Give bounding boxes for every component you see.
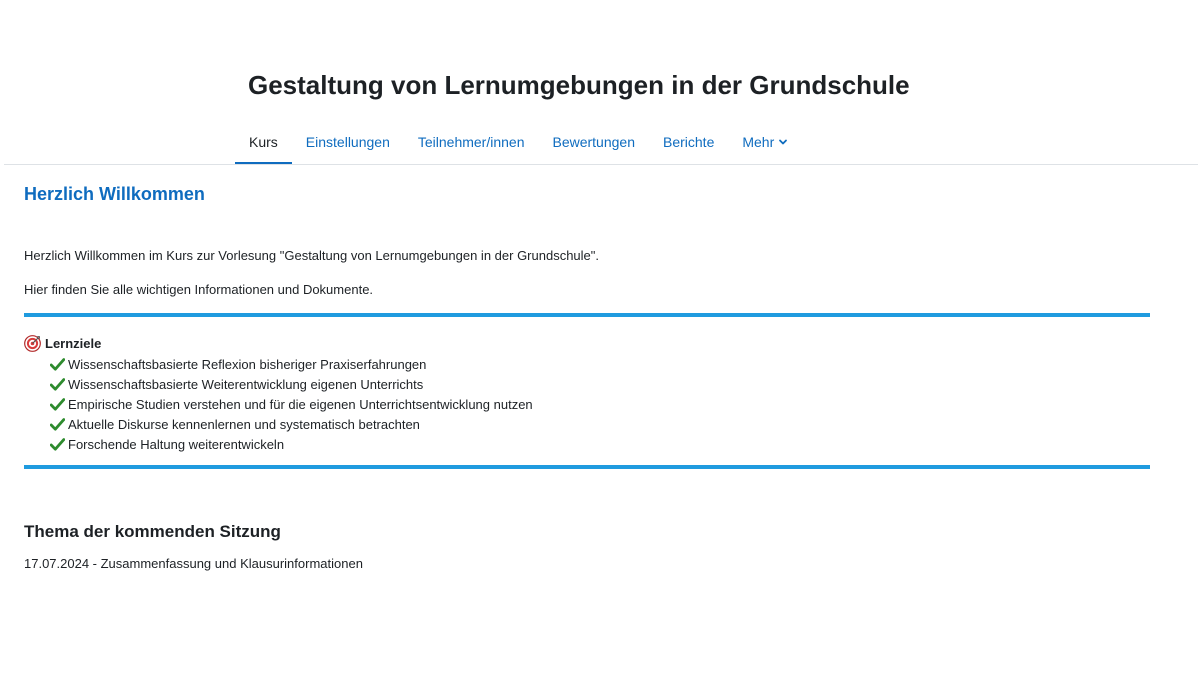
header-divider [4, 164, 1198, 165]
course-title: Gestaltung von Lernumgebungen in der Grundschule [248, 70, 910, 100]
list-item-text: Forschende Haltung weiterentwickeln [68, 436, 285, 452]
info-paragraph: Hier finden Sie alle wichtigen Informationen und Dokumente. [24, 282, 374, 297]
nav-tab-label: Einstellungen [305, 133, 390, 150]
list-item-text: Wissenschaftsbasierte Reflexion bisheriger Praxiserfahrungen [68, 357, 427, 373]
next-session-text: 17.07.2024 - Zusammenfassung und Klausurinformationen [24, 556, 363, 571]
course-header [0, 0, 1200, 165]
list-item-text: Aktuelle Diskurse kennenlernen und systematisch betrachten [68, 416, 420, 432]
nav-tab-label: Bewertungen [552, 133, 635, 150]
learning-goals-list [50, 355, 533, 454]
nav-tab-label: Teilnehmer/innen [417, 133, 525, 150]
chevron-down-icon [778, 137, 788, 147]
nav-more-dropdown[interactable] [728, 118, 802, 165]
checkmark-icon [50, 438, 65, 451]
nav-tab-label: Kurs [249, 133, 278, 150]
list-item-text: Empirische Studien verstehen und für die eigenen Unterrichtsentwicklung nutzen [68, 396, 533, 412]
nav-tab-teilnehmer[interactable] [404, 118, 539, 165]
nav-tab-label: Mehr [742, 133, 775, 150]
checkmark-icon [50, 358, 65, 371]
nav-tab-label: Berichte [663, 133, 715, 150]
nav-tab-einstellungen[interactable] [292, 118, 404, 165]
nav-tab-bewertungen[interactable] [538, 118, 649, 165]
checkmark-icon [50, 398, 65, 411]
target-icon [24, 335, 41, 352]
secondary-navigation [235, 118, 802, 165]
list-item [50, 395, 533, 415]
learning-goals-heading [24, 335, 101, 352]
list-item [50, 414, 533, 434]
checkmark-icon [50, 418, 65, 431]
list-item-text: Wissenschaftsbasierte Weiterentwicklung eigenen Unterrichts [68, 377, 424, 393]
section-title[interactable]: Herzlich Willkommen [24, 184, 205, 204]
list-item [50, 434, 533, 454]
welcome-paragraph: Herzlich Willkommen im Kurs zur Vorlesung "Gestaltung von Lernumgebungen in der Grundschule". [24, 248, 600, 263]
list-item [50, 375, 533, 395]
nav-tab-kurs[interactable] [235, 118, 292, 165]
learning-goals-box [24, 313, 1150, 469]
learning-goals-title: Lernziele [45, 336, 102, 351]
checkmark-icon [50, 378, 65, 391]
nav-tab-berichte[interactable] [649, 118, 728, 165]
list-item [50, 355, 533, 375]
next-session-heading: Thema der kommenden Sitzung [24, 522, 281, 541]
